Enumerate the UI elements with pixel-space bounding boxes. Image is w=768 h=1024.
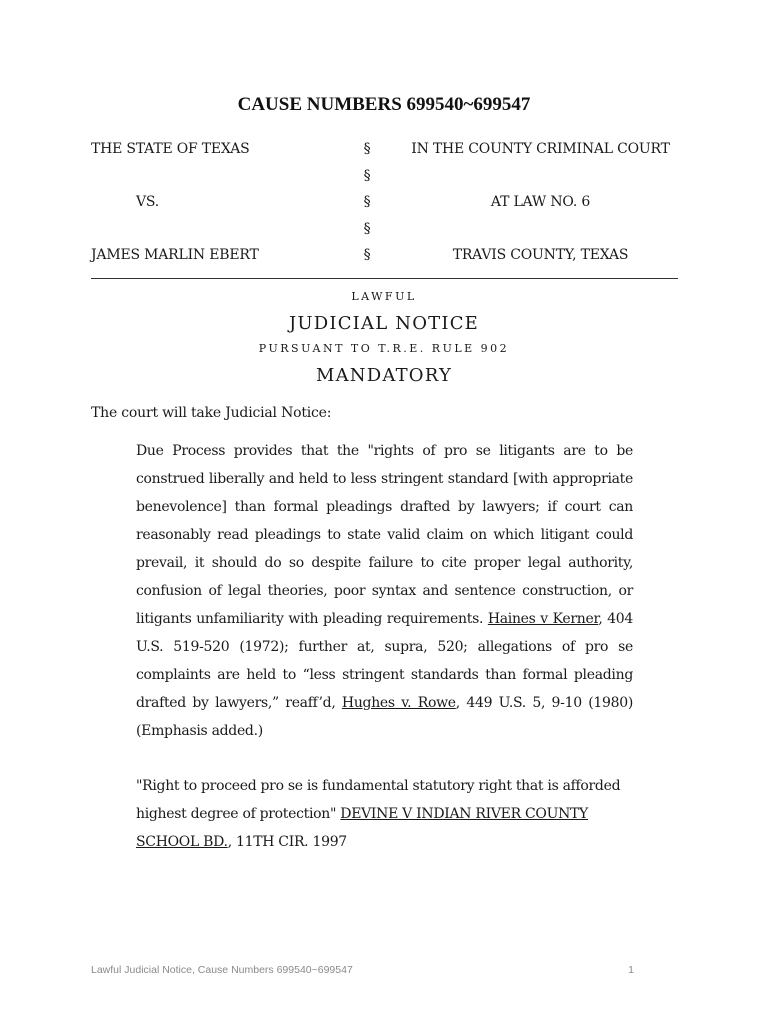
- lawful-label: LAWFUL: [351, 290, 417, 303]
- paragraph-text: , 11TH CIR. 1997: [227, 834, 347, 850]
- paragraph-text: , 449 U.S. 5, 9-10 (1980) (Emphasis added.): [136, 695, 633, 739]
- section-symbol: §: [363, 194, 371, 210]
- paragraph-text: Due Process provides that the "rights of pro se litigants are to be construed liberally and held to less stringent standard [with appropriate benevolence] than formal pleadings drafted by lawyers; if court can reasonably read pleadings to state valid claim on which litigant could prevail, it should do so despite failure to cite proper legal authority, confusion of legal theories, poor syntax and sentence construction, or litigants unfamiliarity with pleading requirements.: [136, 443, 633, 627]
- mandatory-heading: MANDATORY: [315, 365, 453, 386]
- section-symbol: §: [363, 247, 371, 263]
- cause-numbers-title: CAUSE NUMBERS 699540~699547: [237, 94, 531, 115]
- caption-divider: [91, 278, 678, 279]
- caption-court-right: TRAVIS COUNTY, TEXAS: [452, 247, 629, 263]
- case-citation-devine: DEVINE V INDIAN RIVER COUNTY SCHOOL BD.: [136, 806, 589, 850]
- caption-party-left: JAMES MARLIN EBERT: [91, 247, 259, 263]
- section-symbol: §: [363, 221, 371, 237]
- section-symbol: §: [363, 141, 371, 157]
- due-process-paragraph: [136, 437, 633, 745]
- case-citation-haines: Haines v Kerner: [487, 611, 599, 627]
- intro-sentence: The court will take Judicial Notice:: [91, 405, 332, 421]
- caption-row: [0, 218, 768, 240]
- case-citation-hughes: Hughes v. Rowe: [341, 695, 456, 711]
- caption-court-right: AT LAW NO. 6: [490, 194, 591, 210]
- pursuant-subheading: PURSUANT TO T.R.E. RULE 902: [258, 342, 510, 355]
- section-symbol: §: [363, 168, 371, 184]
- paragraph-text: , 404 U.S. 519-520 (1972); further at, supra, 520; allegations of pro se complaints are held to “less stringent standards than formal pleading drafted by lawyers,” reaff’d,: [136, 611, 633, 711]
- paragraph-text: "Right to proceed pro se is fundamental statutory right that is afforded highest degree of protection": [136, 778, 621, 822]
- caption-party-left: THE STATE OF TEXAS: [91, 141, 250, 157]
- caption-row: [0, 244, 768, 266]
- caption-versus: VS.: [136, 194, 160, 210]
- caption-row: [0, 138, 768, 160]
- page-number: 1: [628, 964, 634, 976]
- footer-title: Lawful Judicial Notice, Cause Numbers 699540~699547: [91, 964, 353, 976]
- pro-se-paragraph: [136, 772, 633, 856]
- caption-court-right: IN THE COUNTY CRIMINAL COURT: [411, 141, 670, 157]
- caption-row: [0, 191, 768, 213]
- judicial-notice-heading: JUDICIAL NOTICE: [288, 313, 480, 334]
- caption-row: [0, 165, 768, 187]
